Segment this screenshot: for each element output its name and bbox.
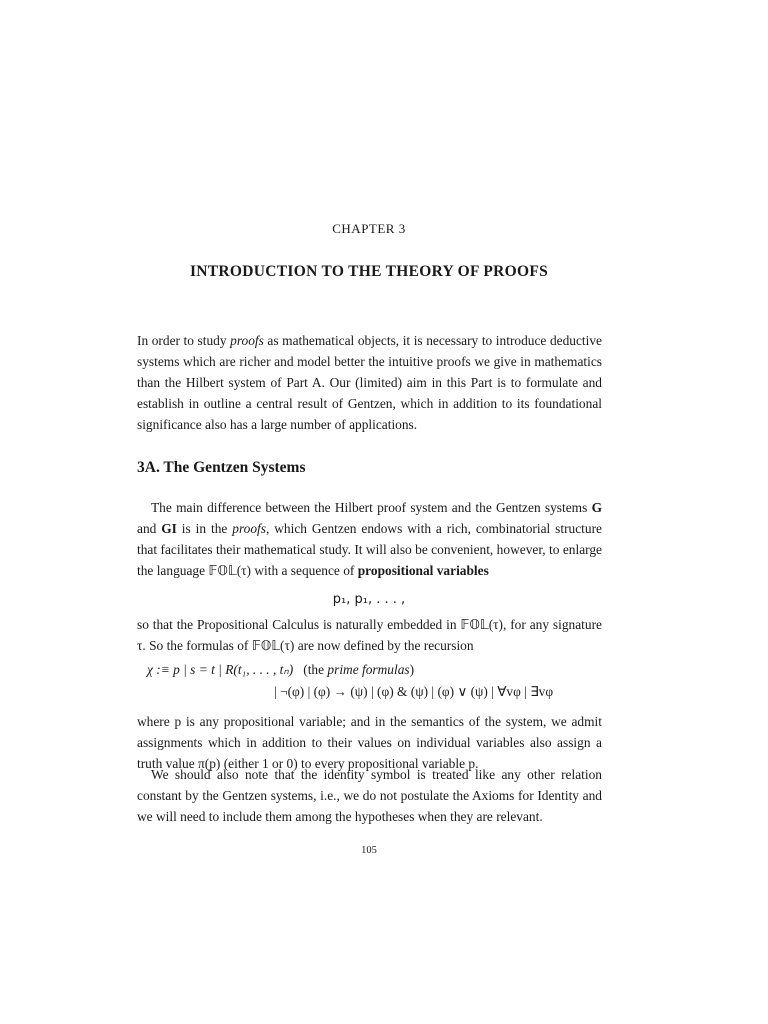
fol-symbol: 𝔽𝕆𝕃(τ) [460,617,503,632]
intro-emphasis: proofs [230,333,264,348]
formula-line-2: | ¬(φ) | (φ) → (ψ) | (φ) & (ψ) | (φ) ∨ (ψ) | ∀vφ | ∃vφ [274,684,554,699]
para1-text-4: , which Gentzen endows with a rich, combinatorial structure that facilitates their mathematical study. It will also be convenient, however, to enlarge the language [137,521,602,578]
propositional-variables-term: propositional variables [357,563,489,578]
para1-emphasis: proofs [232,521,266,536]
system-gi: GI [161,521,177,536]
para1-text-3: is in the [176,521,233,536]
paragraph-2 [137,614,602,656]
para2-text-2: , for any signature τ. So the formulas of [137,617,602,653]
chapter-title: INTRODUCTION TO THE THEORY OF PROOFS [189,263,549,280]
fol-symbol: 𝔽𝕆𝕃(τ) [208,563,252,578]
note-emphasis: prime formulas [327,662,410,677]
para1-text-1: The main difference between the Hilbert proof system and the Gentzen systems [151,500,592,515]
intro-paragraph [137,330,602,435]
para1-text-2: and [137,521,162,536]
intro-text-1: In order to study [137,333,231,348]
paragraph-3: where p is any propositional variable; and in the semantics of the system, we admit assignments which in addition to their values on individual variables also assign a truth value π(p) (either 1 or 0) to every propositional variable p. [137,714,602,771]
note-close: ) [409,662,415,677]
formula-line-1 [147,662,414,678]
chapter-number: CHAPTER 3 [332,221,406,236]
note-open: (the [303,662,328,677]
formula-prime: χ :≡ p | s = t | R(t₁, . . . , tₙ) [147,662,294,677]
page-number: 105 [361,845,377,856]
paragraph-4: We should also note that the identity symbol is treated like any other relation constant by the Gentzen systems, i.e., we do not postulate the Axioms for Identity and we will need to include them among the hypotheses when they are relevant. [137,767,602,824]
fol-symbol: 𝔽𝕆𝕃(τ) [251,638,295,653]
system-g: G [591,500,602,515]
para2-text-1: so that the Propositional Calculus is naturally embedded in [137,617,461,632]
formula-note [303,662,414,677]
paragraph-1 [137,497,602,581]
para1-text-5: with a sequence of [251,563,358,578]
section-heading: 3A. The Gentzen Systems [137,459,306,476]
display-variables: p₁, p₁, . . . , [332,592,406,607]
para2-text-3: are now defined by the recursion [294,638,474,653]
intro-text-2: as mathematical objects, it is necessary to introduce deductive systems which are richer and model better the intuitive proofs we give in mathematics than the Hilbert system of Part A. Our (limited) aim in this Part is to formulate and establish in outline a central result of Gentzen, which in addition to its foundational significance also has a large number of applications. [137,333,602,432]
